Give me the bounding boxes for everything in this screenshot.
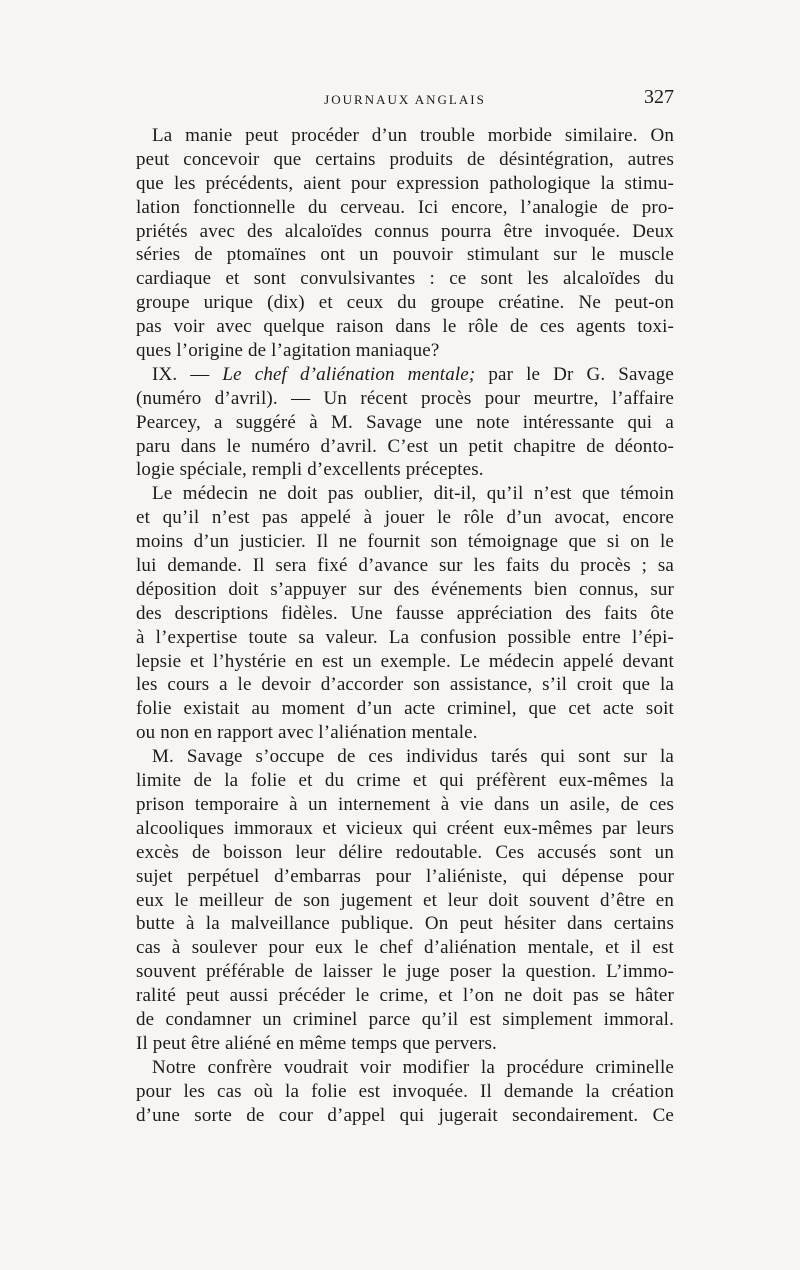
text-line: Notre confrère voudrait voir modifier la procédure criminelle bbox=[152, 1056, 674, 1078]
text-line: ques l’origine de l’agitation maniaque? bbox=[136, 340, 440, 362]
text-line: groupe urique (dix) et ceux du groupe créatine. Ne peut-on bbox=[136, 292, 674, 314]
section-title: Le chef d’aliénation mentale; bbox=[222, 363, 476, 385]
text-line: pour les cas où la folie est invoquée. Il demande la création bbox=[136, 1080, 674, 1102]
text-line: que les précédents, aient pour expression pathologique la stimu- bbox=[136, 172, 674, 194]
running-head bbox=[136, 86, 674, 112]
text-line: pas voir avec quelque raison dans le rôle de ces agents toxi- bbox=[136, 316, 674, 338]
text-line: cardiaque et sont convulsivantes : ce sont les alcaloïdes du bbox=[136, 268, 674, 290]
section-heading-line bbox=[136, 363, 674, 387]
text-line: alcooliques immoraux et vicieux qui créent eux-mêmes par leurs bbox=[136, 817, 674, 839]
page-number: 327 bbox=[644, 86, 674, 108]
text-line: Il peut être aliéné en même temps que pervers. bbox=[136, 1032, 497, 1054]
running-title: JOURNAUX ANGLAIS bbox=[324, 92, 486, 107]
text-line: cas à soulever pour eux le chef d’aliénation mentale, et il est bbox=[136, 937, 674, 959]
text-line: lepsie et l’hystérie en est un exemple. Le médecin appelé devant bbox=[136, 650, 674, 672]
text-line: lui demande. Il sera fixé d’avance sur les faits du procès ; sa bbox=[136, 555, 674, 577]
text-line: lation fonctionnelle du cerveau. Ici encore, l’analogie de pro- bbox=[136, 196, 674, 218]
body-text bbox=[136, 124, 674, 1127]
text-line: à l’expertise toute sa valeur. La confusion possible entre l’épi- bbox=[136, 626, 674, 648]
text-line: butte à la malveillance publique. On peut hésiter dans certains bbox=[136, 913, 674, 935]
text-line: paru dans le numéro d’avril. C’est un petit chapitre de déonto- bbox=[136, 435, 674, 457]
text-line: peut concevoir que certains produits de désintégration, autres bbox=[136, 148, 674, 170]
text-line: Pearcey, a suggéré à M. Savage une note intéressante qui a bbox=[136, 411, 674, 433]
text-line: et qu’il n’est pas appelé à jouer le rôle d’un avocat, encore bbox=[136, 507, 674, 529]
text-line: des descriptions fidèles. Une fausse appréciation des faits ôte bbox=[136, 602, 674, 624]
text-line: ralité peut aussi précéder le crime, et l’on ne doit pas se hâter bbox=[136, 985, 674, 1007]
text-line: limite de la folie et du crime et qui préfèrent eux-mêmes la bbox=[136, 770, 674, 792]
text-line: (numéro d’avril). — Un récent procès pour meurtre, l’affaire bbox=[136, 387, 674, 409]
section-number: IX. — bbox=[152, 363, 223, 385]
section-author: par le Dr G. Savage bbox=[475, 363, 674, 385]
text-line: séries de ptomaïnes ont un pouvoir stimulant sur le muscle bbox=[136, 244, 674, 266]
text-line: moins d’un justicier. Il ne fournit son témoignage que si on le bbox=[136, 531, 674, 553]
text-line: logie spéciale, rempli d’excellents préceptes. bbox=[136, 459, 484, 481]
text-line: priétés avec des alcaloïdes connus pourra être invoquée. Deux bbox=[136, 220, 674, 242]
text-line: M. Savage s’occupe de ces individus tarés qui sont sur la bbox=[152, 746, 674, 768]
text-line: de condamner un criminel parce qu’il est simplement immoral. bbox=[136, 1008, 674, 1030]
text-line: souvent préférable de laisser le juge poser la question. L’immo- bbox=[136, 961, 674, 983]
text-line: prison temporaire à un internement à vie dans un asile, de ces bbox=[136, 793, 674, 815]
text-line: excès de boisson leur délire redoutable. Ces accusés sont un bbox=[136, 841, 674, 863]
text-line: sujet perpétuel d’embarras pour l’aliéniste, qui dépense pour bbox=[136, 865, 674, 887]
text-line: ou non en rapport avec l’aliénation mentale. bbox=[136, 722, 478, 744]
text-line: Le médecin ne doit pas oublier, dit-il, qu’il n’est que témoin bbox=[152, 483, 674, 505]
text-line: les cours a le devoir d’accorder son assistance, s’il croit que la bbox=[136, 674, 674, 696]
text-line: d’une sorte de cour d’appel qui jugerait secondairement. Ce bbox=[136, 1104, 674, 1126]
text-line: déposition doit s’appuyer sur des événements bien connus, sur bbox=[136, 578, 674, 600]
text-line: La manie peut procéder d’un trouble morbide similaire. On bbox=[152, 125, 674, 146]
text-line: folie existait au moment d’un acte criminel, que cet acte soit bbox=[136, 698, 674, 720]
text-line: eux le meilleur de son jugement et leur doit souvent d’être en bbox=[136, 889, 674, 911]
